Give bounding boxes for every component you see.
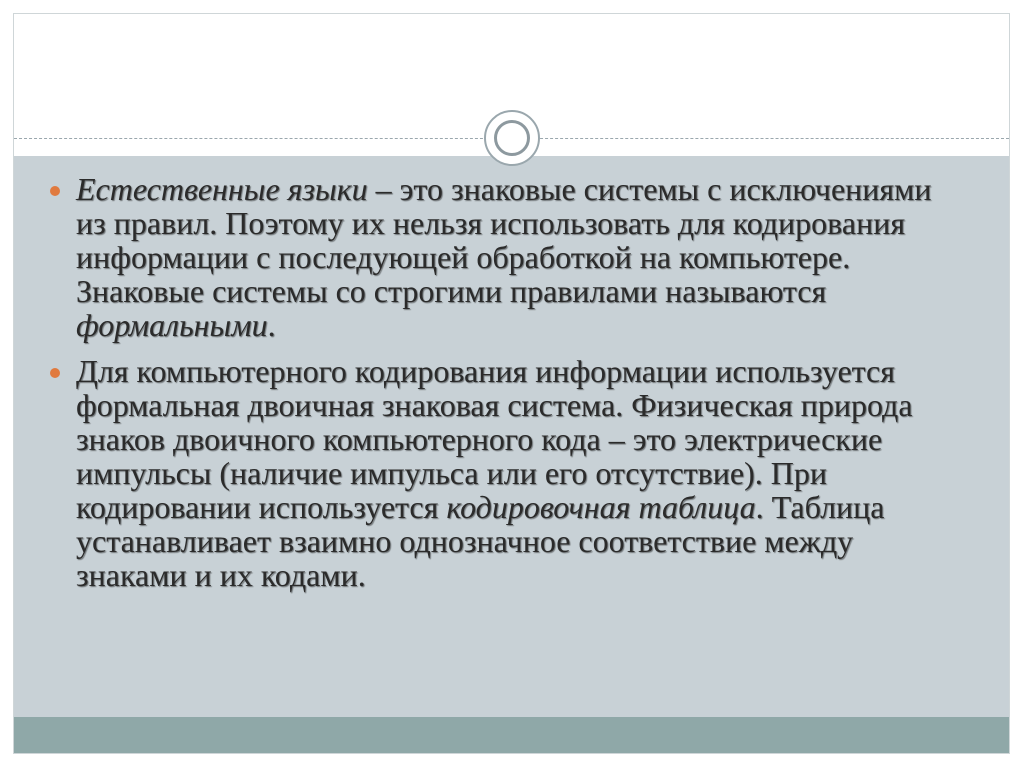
- term-coding-table: кодировочная таблица: [446, 489, 756, 525]
- term-natural-languages: Естественные языки: [76, 171, 368, 207]
- bullet-1-end: .: [267, 307, 276, 343]
- footer-band: [14, 717, 1009, 753]
- bullet-1-text: – это знаковые системы с исключениями из правил. Поэтому их нельзя использовать для кодирования информации с последующей обработкой на компьютере. Знаковые системы со строгими правилами называются: [76, 171, 932, 309]
- circle-ornament-icon: [484, 110, 540, 166]
- bullet-2-text: Для компьютерного кодирования информации используется формальная двоичная знаковая система. Физическая природа знаков двоичного компьютерного кода – это электрические импульсы (наличие импульса или его отсутствие). При кодировании используется: [76, 353, 913, 525]
- bullet-dot-icon: [50, 186, 60, 196]
- bullet-item-1: [44, 172, 944, 342]
- bullet-item-2: [44, 354, 944, 592]
- bullet-dot-icon: [50, 368, 60, 378]
- circle-ornament-inner: [494, 120, 530, 156]
- term-formal: формальными: [76, 307, 268, 343]
- bullet-list: [44, 172, 944, 604]
- bullet-2-end: . Таблица устанавливает взаимно однозначное соответствие между знаками и их кодами.: [76, 489, 885, 593]
